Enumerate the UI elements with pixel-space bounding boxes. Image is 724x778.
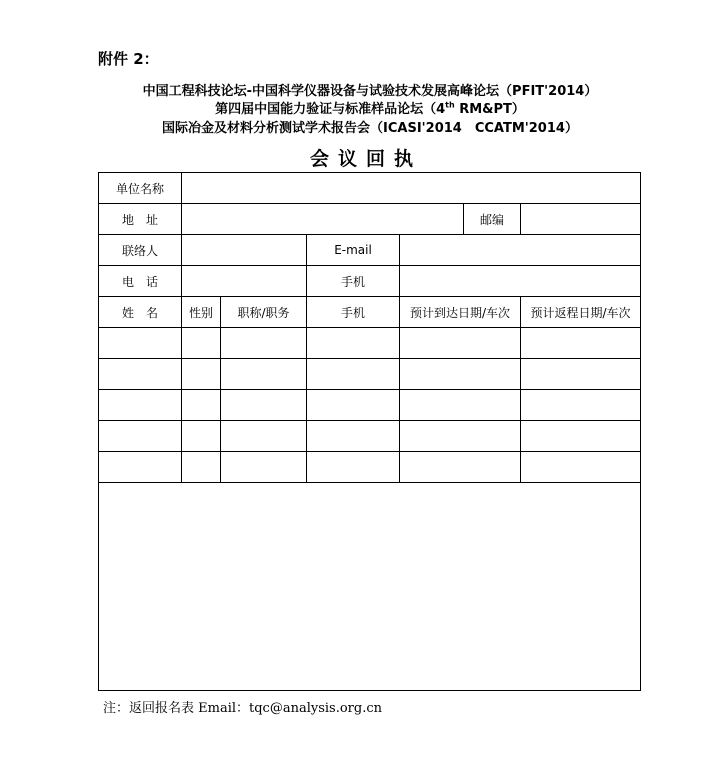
col-title-header: 职称/职务 <box>237 305 290 320</box>
contact-label: 联络人 <box>121 243 158 258</box>
registration-form <box>98 172 641 691</box>
header-line-3: 国际冶金及材料分析测试学术报告会（ICASI'2014 CCATM'2014） <box>162 121 578 136</box>
phone-input[interactable] <box>182 266 306 296</box>
table-row[interactable] <box>99 390 640 420</box>
col-arrival-header: 预计到达日期/车次 <box>409 305 511 320</box>
mobile-label: 手机 <box>340 274 365 289</box>
email-input[interactable] <box>400 235 640 265</box>
col-name-header: 姓 名 <box>121 305 158 320</box>
unit-name-input[interactable] <box>182 173 640 203</box>
header-line-2 <box>8 98 724 117</box>
col-return-header: 预计返程日期/车次 <box>530 305 631 320</box>
unit-name-label: 单位名称 <box>115 181 164 196</box>
col-mobile-header: 手机 <box>340 305 365 320</box>
email-label: E-mail <box>334 243 372 257</box>
postcode-label: 邮编 <box>479 212 504 227</box>
mobile-input[interactable] <box>400 266 640 296</box>
header-line-1: 中国工程科技论坛-中国科学仪器设备与试验技术发展高峰论坛（PFIT'2014） <box>142 84 598 99</box>
address-input[interactable] <box>182 204 463 234</box>
table-row[interactable] <box>99 421 640 451</box>
table-row[interactable] <box>99 359 640 389</box>
address-label: 地 址 <box>121 212 158 227</box>
contact-input[interactable] <box>182 235 306 265</box>
form-title: 会议回执 <box>309 148 422 170</box>
table-row[interactable] <box>99 452 640 482</box>
header-line-2-sup: th <box>445 100 455 110</box>
phone-label: 电 话 <box>121 274 158 289</box>
postcode-input[interactable] <box>521 204 640 234</box>
attachment-label: 附件 2： <box>98 50 159 68</box>
table-row[interactable] <box>99 328 640 358</box>
footer-note: 注：返回报名表 Email：tqc@analysis.org.cn <box>103 701 382 716</box>
col-gender-header: 性别 <box>188 305 213 320</box>
header-line-2-suffix: RM&PT） <box>454 102 525 117</box>
blank-notes-area[interactable] <box>99 483 640 689</box>
header-line-2-prefix: 第四届中国能力验证与标准样品论坛（4 <box>215 102 446 117</box>
